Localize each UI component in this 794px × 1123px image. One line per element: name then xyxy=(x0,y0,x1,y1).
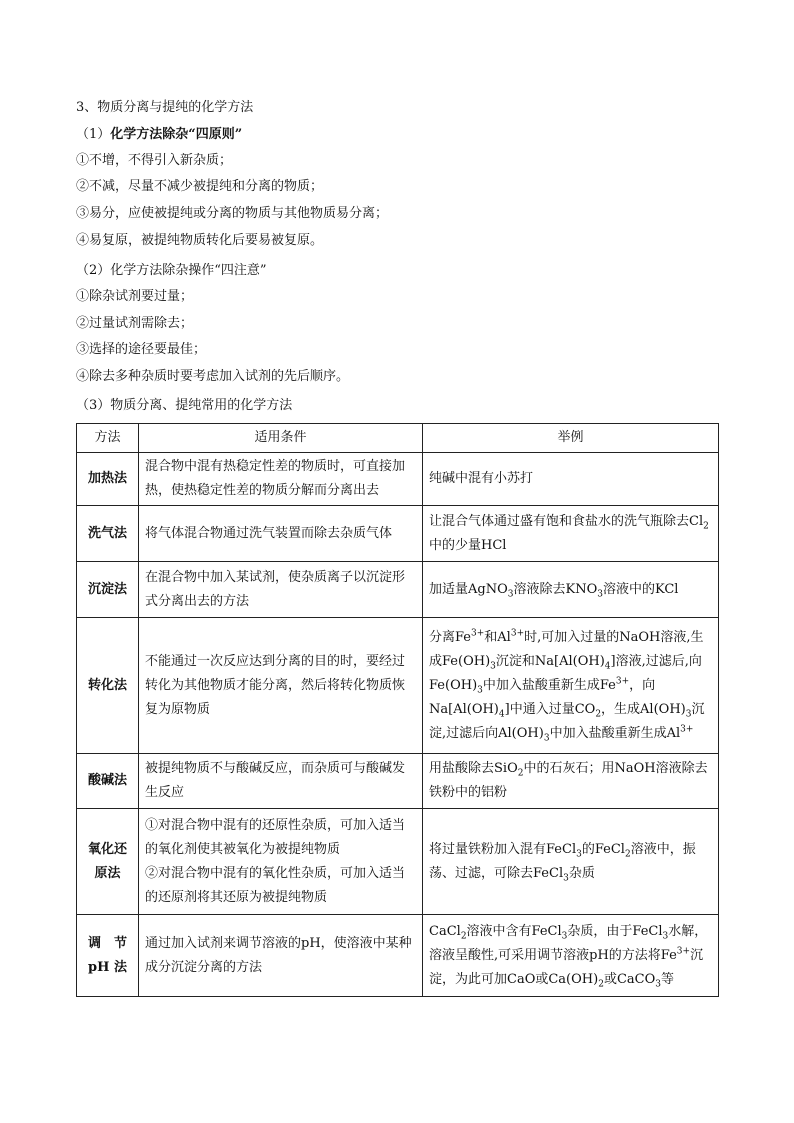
example-text: 溶液中，振荡、过滤，可除去FeCl xyxy=(429,841,696,881)
example-text: 杂质 xyxy=(568,865,595,881)
subscript: 2 xyxy=(595,709,602,720)
principle-item: ①不增，不得引入新杂质； xyxy=(76,153,233,168)
example-text: 分离Fe xyxy=(429,629,472,645)
example-text: 溶液中的KCl xyxy=(602,581,679,597)
superscript: 3+ xyxy=(680,724,694,735)
example-cell: 纯碱中混有小苏打 xyxy=(423,453,719,506)
table-row xyxy=(77,506,719,562)
example-text: ，生成Al(OH) xyxy=(601,701,686,717)
subscript: 3 xyxy=(563,873,569,884)
example-cell xyxy=(423,618,719,754)
example-text: 中加入盐酸重新生成Al xyxy=(549,725,681,741)
method-cell: 氧化还原法 xyxy=(77,809,139,915)
method-line: 调 节 xyxy=(87,935,127,951)
condition-cell xyxy=(139,809,423,915)
example-text: ，向Na[Al(OH) xyxy=(429,677,656,717)
example-cell xyxy=(423,506,719,562)
subscript: 4 xyxy=(498,709,505,720)
methods-table xyxy=(76,423,719,997)
method-cell: 加热法 xyxy=(77,453,139,506)
example-text: 等 xyxy=(660,971,674,987)
subscript: 2 xyxy=(624,849,631,860)
subscript: 2 xyxy=(460,931,467,942)
example-text: 中加入盐酸重新生成Fe xyxy=(482,677,616,693)
superscript: 3+ xyxy=(615,676,630,687)
superscript: 3+ xyxy=(676,946,691,957)
principle-item: ③易分，应使被提纯或分离的物质与其他物质易分离； xyxy=(76,206,389,221)
example-text: 时,可加入过量的NaOH溶液,生成Fe(OH) xyxy=(429,629,704,669)
table-row xyxy=(77,618,719,754)
section-heading: 3、物质分离与提纯的化学方法 xyxy=(76,100,254,115)
example-cell xyxy=(423,915,719,997)
subscript: 3 xyxy=(685,709,692,720)
condition-cell: 在混合物中加入某试剂，使杂质离子以沉淀形式分离出去的方法 xyxy=(139,562,423,618)
subscript: 3 xyxy=(655,979,661,990)
condition-cell: 通过加入试剂来调节溶液的pH，使溶液中某种成分沉淀分离的方法 xyxy=(139,915,423,997)
subscript: 3 xyxy=(662,931,669,942)
subheading-number: （1） xyxy=(76,127,111,142)
example-text: 沉淀,过滤后向Al(OH) xyxy=(429,701,705,741)
superscript: 3+ xyxy=(510,628,525,639)
subscript: 2 xyxy=(517,768,524,779)
table-row xyxy=(77,562,719,618)
example-text: 让混合气体通过盛有饱和食盐水的洗气瓶除去Cl xyxy=(429,513,704,529)
example-text: 中的石灰石；用NaOH溶液除去铁粉中的铝粉 xyxy=(429,761,708,800)
method-cell: 沉淀法 xyxy=(77,562,139,618)
example-text: ]溶液,过滤后,向Fe(OH) xyxy=(429,653,702,693)
column-header: 适用条件 xyxy=(139,424,423,453)
method-cell: 转化法 xyxy=(77,618,139,754)
subheading-four-notes: （2）化学方法除杂操作“四注意” xyxy=(76,263,267,278)
example-text: 和Al xyxy=(484,629,511,645)
example-text: 加适量AgNO xyxy=(429,581,508,597)
method-cell: 酸碱法 xyxy=(77,754,139,809)
example-text: CaCl xyxy=(429,923,461,939)
table-row xyxy=(77,453,719,506)
subscript: 4 xyxy=(604,661,611,672)
example-text: 的FeCl xyxy=(581,841,625,857)
example-text: 沉淀和Na[Al(OH) xyxy=(495,653,605,669)
example-text: 沉淀，为此可加CaO或Ca(OH) xyxy=(429,947,704,987)
condition-line: ①对混合物中混有的还原性杂质，可加入适当的氧化剂使其被氧化为被提纯物质 xyxy=(145,817,406,857)
method-cell xyxy=(77,915,139,997)
subscript: 3 xyxy=(490,661,496,672)
example-cell xyxy=(423,809,719,915)
note-item: ③选择的途径要最佳； xyxy=(76,342,207,357)
condition-cell: 被提纯物质不与酸碱反应，而杂质可与酸碱发生反应 xyxy=(139,754,423,809)
condition-cell: 将气体混合物通过洗气装置而除去杂质气体 xyxy=(139,506,423,562)
example-text: 或CaCO xyxy=(603,971,656,987)
table-row xyxy=(77,915,719,997)
example-text: 溶液除去KNO xyxy=(513,581,598,597)
superscript: 3+ xyxy=(471,628,485,639)
subheading-text: 化学方法除杂“四原则” xyxy=(110,127,243,142)
subscript: 3 xyxy=(597,589,603,600)
column-header: 方法 xyxy=(77,424,139,453)
note-item: ④除去多种杂质时要考虑加入试剂的先后顺序。 xyxy=(76,369,350,384)
example-text: 用盐酸除去SiO xyxy=(429,761,518,776)
subscript: 3 xyxy=(507,589,514,600)
principle-item: ②不减，尽量不减少被提纯和分离的物质； xyxy=(76,179,324,194)
subscript: 3 xyxy=(561,931,568,942)
example-text: 中的少量HCl xyxy=(429,537,507,553)
example-text: 溶液中含有FeCl xyxy=(466,923,562,939)
principle-item: ④易复原，被提纯物质转化后要易被复原。 xyxy=(76,233,324,248)
condition-cell: 混合物中混有热稳定性差的物质时，可直接加热，使热稳定性差的物质分解而分离出去 xyxy=(139,453,423,506)
note-item: ①除杂试剂要过量； xyxy=(76,289,194,304)
subscript: 3 xyxy=(477,685,483,696)
method-cell: 洗气法 xyxy=(77,506,139,562)
subscript: 2 xyxy=(598,979,604,990)
subheading-methods: （3）物质分离、提纯常用的化学方法 xyxy=(76,398,293,413)
table-row xyxy=(77,754,719,809)
subscript: 3 xyxy=(576,849,582,860)
table-header-row xyxy=(77,424,719,453)
condition-line: ②对混合物中混有的氧化性杂质，可加入适当的还原剂将其还原为被提纯物质 xyxy=(145,865,406,905)
example-text: 杂质，由于FeCl xyxy=(567,923,663,939)
subheading-four-principles xyxy=(76,122,242,148)
column-header: 举例 xyxy=(423,424,719,453)
example-cell xyxy=(423,754,719,809)
note-item: ②过量试剂需除去； xyxy=(76,316,194,331)
subscript: 3 xyxy=(543,733,550,744)
table-row xyxy=(77,809,719,915)
subscript: 2 xyxy=(703,521,709,532)
method-line: pH 法 xyxy=(88,959,127,975)
condition-cell: 不能通过一次反应达到分离的目的时，要经过转化为其他物质才能分离，然后将转化物质恢复为原物质 xyxy=(139,618,423,754)
example-text: ]中通入过量CO xyxy=(504,701,596,717)
example-text: 水解，溶液呈酸性,可采用调节溶液pH的方法将Fe xyxy=(429,923,708,963)
example-cell xyxy=(423,562,719,618)
example-text: 将过量铁粉加入混有FeCl xyxy=(429,841,577,857)
